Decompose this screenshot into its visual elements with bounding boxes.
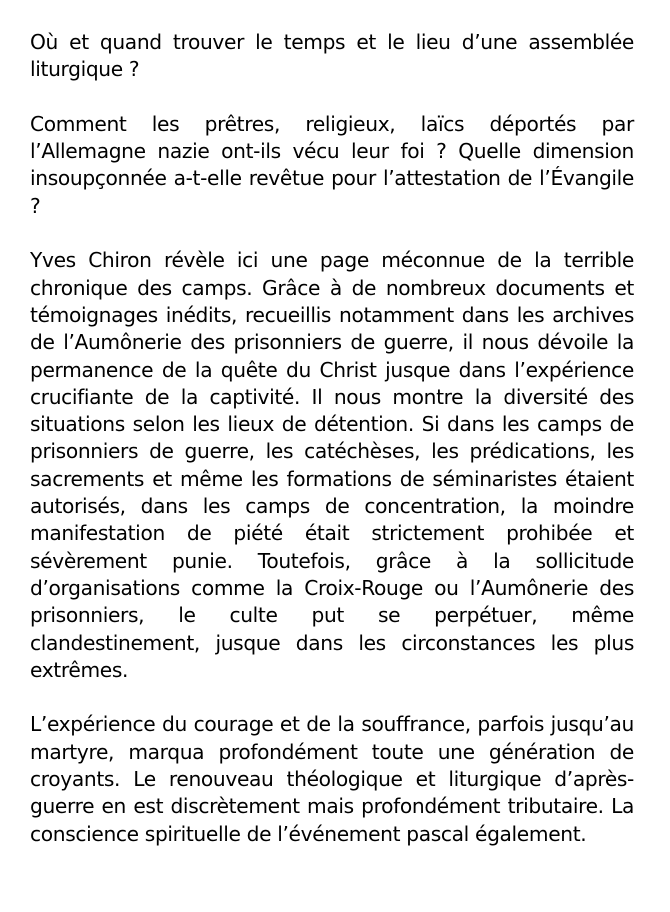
paragraph-camps-description: Yves Chiron révèle ici une page méconnue de la terrible chronique des camps. Grâce à de nombreux documents et témoignages inédits, recueillis notamment dans les archives de l’Aumônerie des prisonniers de guerre, il nous dévoile la permanence de la quête du Christ jusque dans l’expérience crucifiante de la captivité. Il nous montre la diversité des situations selon les lieux de détention. Si dans les camps de prisonniers de guerre, les catéchèses, les prédications, les sacrements et même les formations de séminaristes étaient autorisés, dans les camps de concentration, la moindre manifestation de piété était strictement prohibée et sévèrement punie. Toutefois, grâce à la sollicitude d’organisations comme la Croix-Rouge ou l’Aumônerie des prisonniers, le culte put se perpétuer, même clandestinement, jusque dans les circonstances les plus extrêmes. (30, 248, 634, 682)
paragraph-intro-question: Où et quand trouver le temps et le lieu d’une assemblée liturgique ? (30, 30, 634, 82)
paragraph-faith-question: Comment les prêtres, religieux, laïcs déportés par l’Allemagne nazie ont-ils vécu leur foi ? Quelle dimension insoupçonnée a-t-elle revêtue pour l’attestation de l’Évangile ? (30, 111, 634, 218)
paragraph-conclusion: L’expérience du courage et de la souffrance, parfois jusqu’au martyre, marqua profondément toute une génération de croyants. Le renouveau théologique et liturgique d’après-guerre en est discrètement mais profondément tributaire. La conscience spirituelle de l’événement pascal également. (30, 712, 634, 846)
document-body (30, 29, 634, 848)
